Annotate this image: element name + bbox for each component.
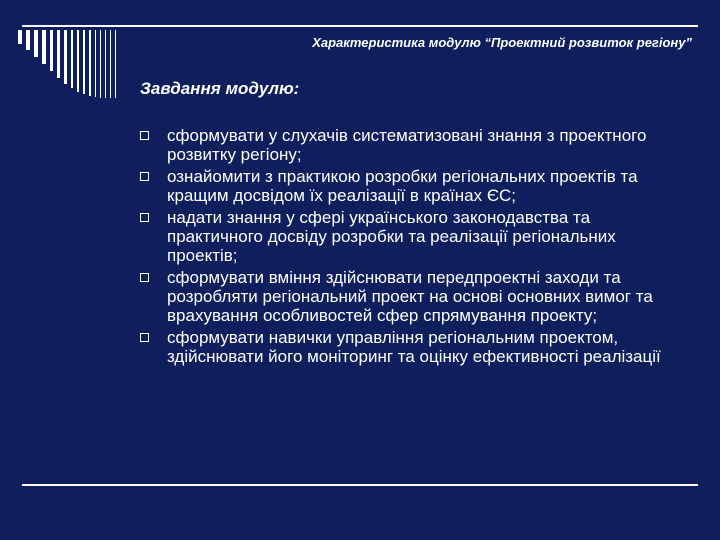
list-item-text: сформувати вміння здійснювати передпроектні заходи та розробляти регіональний проект на основі основних вимог та врахування особливостей сфер спрямування проекту; (167, 268, 653, 325)
list-item (140, 167, 685, 205)
list-item (140, 268, 685, 325)
section-title: Завдання модулю: (140, 79, 300, 98)
list-item (140, 328, 685, 366)
list-item (140, 208, 685, 265)
list-item-text: сформувати у слухачів систематизовані знання з проектного розвитку регіону; (167, 126, 647, 164)
stripe (83, 30, 85, 94)
decorative-stripes (18, 30, 128, 100)
stripe (42, 30, 46, 64)
stripe (115, 30, 116, 98)
list-item-text: надати знання у сфері українського законодавства та практичного досвіду розробки та реалізації регіональних проектів; (167, 208, 616, 265)
hollow-square-bullet-icon (140, 172, 149, 181)
stripe (95, 30, 96, 97)
stripe (64, 30, 67, 84)
slide-header-title: Характеристика модулю “Проектний розвиток регіону” (312, 35, 692, 50)
list-item (140, 126, 685, 164)
stripe (77, 30, 79, 92)
hollow-square-bullet-icon (140, 333, 149, 342)
stripe (71, 30, 73, 88)
list-item-text: сформувати навички управління регіональним проектом, здійснювати його моніторинг та оцінку ефективності реалізації (167, 328, 661, 366)
stripe (57, 30, 60, 78)
stripe (34, 30, 38, 57)
stripe (50, 30, 53, 71)
stripe (26, 30, 30, 50)
stripe (100, 30, 101, 98)
hollow-square-bullet-icon (140, 273, 149, 282)
stripe (18, 30, 22, 44)
stripe (110, 30, 111, 98)
stripe (105, 30, 106, 98)
task-list (140, 126, 685, 369)
hollow-square-bullet-icon (140, 131, 149, 140)
stripe (89, 30, 91, 96)
hollow-square-bullet-icon (140, 213, 149, 222)
bottom-divider (22, 484, 698, 486)
list-item-text: ознайомити з практикою розробки регіональних проектів та кращим досвідом їх реалізації в країнах ЄС; (167, 167, 638, 205)
top-divider (22, 25, 698, 27)
